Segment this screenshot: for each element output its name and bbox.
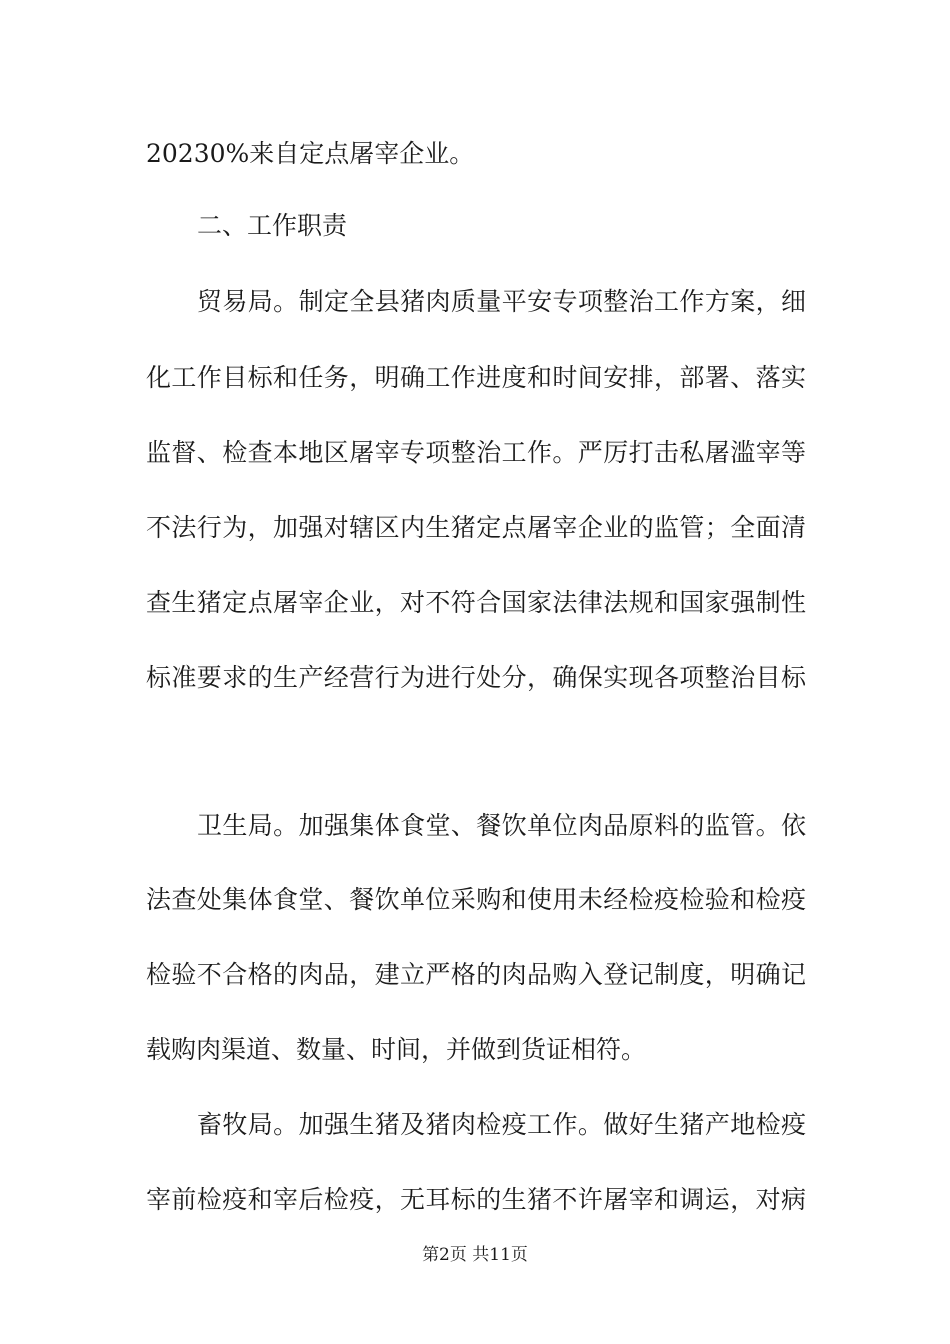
paragraph-line [0,955,950,995]
paragraph-line [0,880,950,920]
line-text: 法查处集体食堂、餐饮单位采购和使用未经检疫检验和检疫 [146,885,806,914]
paragraph-line [0,1030,950,1070]
paragraph-line [0,508,950,548]
line-text: 查生猪定点屠宰企业，对不符合国家法律法规和国家强制性 [146,588,806,617]
line-text: 监督、检查本地区屠宰专项整治工作。严厉打击私屠滥宰等 [146,438,806,467]
heading-text: 二、工作职责 [197,211,348,240]
line-text: 化工作目标和任务，明确工作进度和时间安排，部署、落实 [146,363,806,392]
paragraph-line [0,134,950,174]
paragraph-line [0,1180,950,1220]
line-text: 宰前检疫和宰后检疫，无耳标的生猪不许屠宰和调运，对病 [146,1185,806,1214]
paragraph-line [0,358,950,398]
line-text: 畜牧局。加强生猪及猪肉检疫工作。做好生猪产地检疫 [197,1110,806,1139]
paragraph-line [0,658,950,698]
line-text: 贸易局。制定全县猪肉质量平安专项整治工作方案，细 [197,287,806,316]
page-footer: 第2页 共11页 [422,1245,528,1265]
paragraph-line [0,433,950,473]
paragraph-line [0,1105,950,1145]
section-heading [0,206,950,246]
line-text: 检验不合格的肉品，建立严格的肉品购入登记制度，明确记 [146,960,806,989]
line-text: 载购肉渠道、数量、时间，并做到货证相符。 [146,1035,647,1064]
paragraph-line [0,282,950,322]
line-text: 卫生局。加强集体食堂、餐饮单位肉品原料的监管。依 [197,811,806,840]
line-text: 不法行为，加强对辖区内生猪定点屠宰企业的监管；全面清 [146,513,806,542]
line-text: 20230%来自定点屠宰企业。 [146,139,475,168]
line-text: 标准要求的生产经营行为进行处分，确保实现各项整治目标 [146,663,806,692]
paragraph-line [0,583,950,623]
paragraph-line [0,806,950,846]
